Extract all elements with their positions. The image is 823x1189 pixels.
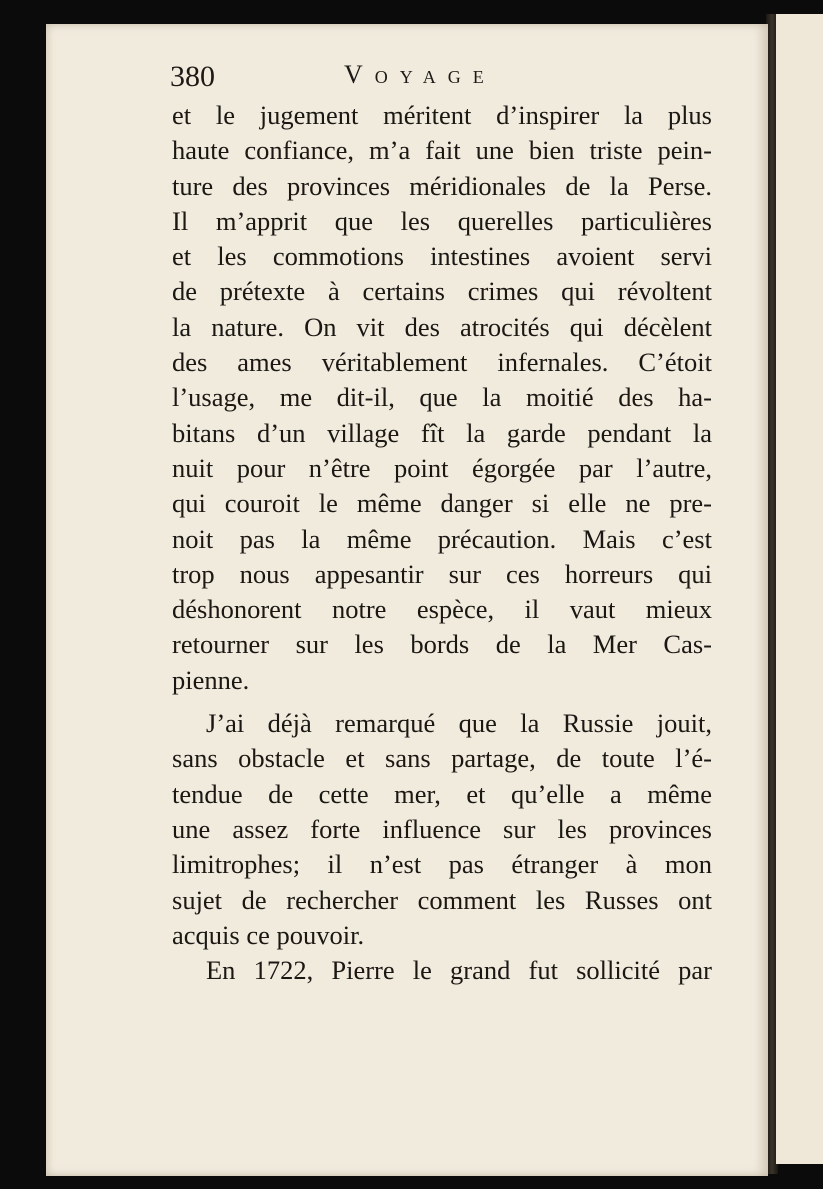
- text-line: de prétexte à certains crimes qui révoltent: [172, 276, 712, 307]
- text-line: ture des provinces méridionales de la Perse.: [172, 170, 712, 201]
- text-line: l’usage, me dit-il, que la moitié des ha-: [172, 382, 712, 413]
- text-line: noit pas la même précaution. Mais c’est: [172, 523, 712, 554]
- text-line: haute confiance, m’a fait une bien triste pein-: [172, 135, 712, 166]
- text-line: retourner sur les bords de la Mer Cas-: [172, 629, 712, 660]
- text-line: nuit pour n’être point égorgée par l’autre,: [172, 452, 712, 483]
- text-line: et le jugement méritent d’inspirer la plus: [172, 100, 712, 130]
- text-line: bitans d’un village fît la garde pendant la: [172, 417, 712, 448]
- text-line: limitrophes; il n’est pas étranger à mon: [172, 849, 712, 880]
- text-line: pienne.: [172, 664, 250, 695]
- text-line: déshonorent notre espèce, il vaut mieux: [172, 594, 712, 625]
- page-number: 380: [170, 60, 215, 93]
- text-line: sujet de rechercher comment les Russes ont: [172, 884, 712, 915]
- text-line: une assez forte influence sur les provinces: [172, 813, 712, 844]
- text-line: J’ai déjà remarqué que la Russie jouit,: [206, 708, 712, 739]
- text-line: la nature. On vit des atrocités qui décèlent: [172, 311, 712, 342]
- text-line: trop nous appesantir sur ces horreurs qui: [172, 558, 712, 589]
- text-line: qui couroit le même danger si elle ne pre-: [172, 488, 712, 519]
- text-line: En 1722, Pierre le grand fut sollicité par: [206, 955, 712, 986]
- running-title: Voyage: [344, 60, 496, 89]
- body-text: [172, 98, 712, 988]
- text-line: des ames véritablement infernales. C’étoit: [172, 347, 712, 378]
- text-line: acquis ce pouvoir.: [172, 919, 365, 950]
- page-header: [170, 56, 710, 96]
- text-line: sans obstacle et sans partage, de toute l’é-: [172, 743, 712, 774]
- text-line: tendue de cette mer, et qu’elle a même: [172, 778, 712, 809]
- text-line: et les commotions intestines avoient servi: [172, 241, 712, 272]
- facing-page-edge: [776, 14, 823, 1164]
- text-line: Il m’apprit que les querelles particulières: [172, 205, 712, 236]
